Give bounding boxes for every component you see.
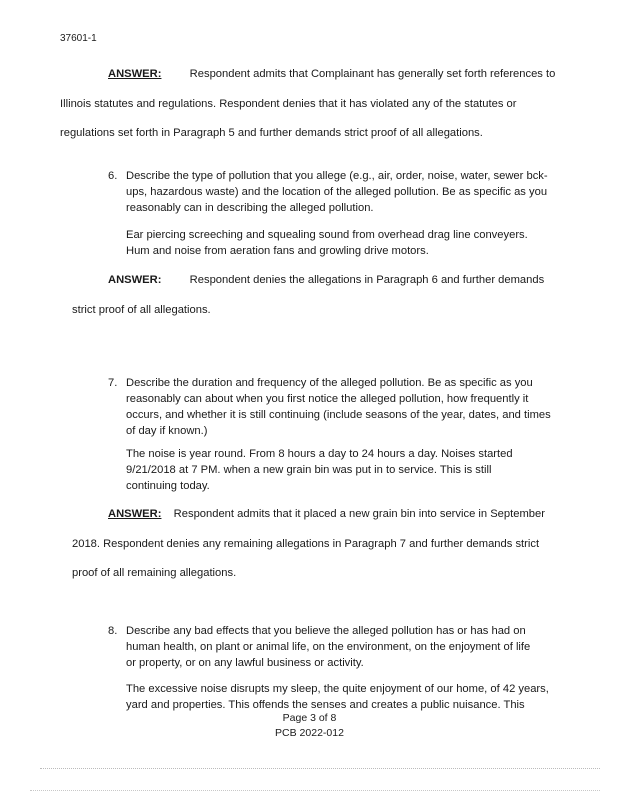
response-8-line-1: The excessive noise disrupts my sleep, the quite enjoyment of our home, of 42 years,	[126, 683, 549, 695]
question-7-line-3: occurs, and whether it is still continuing (include seasons of the year, dates, and times	[126, 409, 551, 421]
answer-6-line-2: strict proof of all allegations.	[72, 304, 211, 316]
response-7-line-3: continuing today.	[126, 480, 210, 492]
answer-5-line-1: ANSWER: Respondent admits that Complainant has generally set forth references to	[108, 68, 556, 80]
document-number: 37601-1	[60, 33, 97, 44]
question-8-line-2: human health, on plant or animal life, on the environment, on the enjoyment of life	[126, 641, 531, 653]
question-6-line-2: ups, hazardous waste) and the location of the alleged pollution. Be as specific as you	[126, 186, 548, 198]
paragraph-number: 7.	[108, 377, 118, 389]
answer-5-line-2: Illinois statutes and regulations. Respondent denies that it has violated any of the statutes or	[60, 98, 517, 110]
question-7-line-1: Describe the duration and frequency of the alleged pollution. Be as specific as you	[126, 377, 533, 389]
question-6-line-3: reasonably can in describing the alleged pollution.	[126, 202, 374, 214]
question-7-line-2: reasonably can about when you first notice the alleged pollution, how frequently it	[126, 393, 529, 405]
page-number: Page 3 of 8	[282, 712, 337, 724]
question-8-line-3: or property, or on any lawful business or activity.	[126, 657, 364, 669]
answer-6-line-1: ANSWER: Respondent denies the allegations in Paragraph 6 and further demands	[108, 274, 545, 286]
response-6-line-1: Ear piercing screeching and squealing sound from overhead drag line conveyers.	[126, 229, 528, 241]
paragraph-number: 6.	[108, 170, 118, 182]
scan-artifact-line	[40, 768, 600, 770]
answer-7-line-2: 2018. Respondent denies any remaining allegations in Paragraph 7 and further demands strict	[72, 538, 540, 550]
response-8-line-2: yard and properties. This offends the senses and creates a public nuisance. This	[126, 699, 525, 711]
answer-label: ANSWER:	[108, 508, 162, 520]
answer-label: ANSWER:	[108, 274, 162, 286]
answer-7-line-1: ANSWER: Respondent admits that it placed a new grain bin into service in September	[108, 508, 545, 520]
answer-7-line-3: proof of all remaining allegations.	[72, 567, 237, 579]
question-7-line-4: of day if known.)	[126, 425, 208, 437]
scan-artifact-line	[30, 790, 600, 792]
response-7-line-1: The noise is year round. From 8 hours a day to 24 hours a day. Noises started	[126, 448, 513, 460]
question-6-line-1: Describe the type of pollution that you allege (e.g., air, order, noise, water, sewer bck-	[126, 170, 548, 182]
paragraph-number: 8.	[108, 625, 118, 637]
case-number: PCB 2022-012	[275, 727, 344, 739]
response-7-line-2: 9/21/2018 at 7 PM. when a new grain bin was put in to service. This is still	[126, 464, 492, 476]
answer-5-line-3: regulations set forth in Paragraph 5 and further demands strict proof of all allegations.	[60, 127, 483, 139]
question-8-line-1: Describe any bad effects that you believe the alleged pollution has or has had on	[126, 625, 526, 637]
answer-label: ANSWER:	[108, 68, 162, 80]
response-6-line-2: Hum and noise from aeration fans and growling drive motors.	[126, 245, 429, 257]
